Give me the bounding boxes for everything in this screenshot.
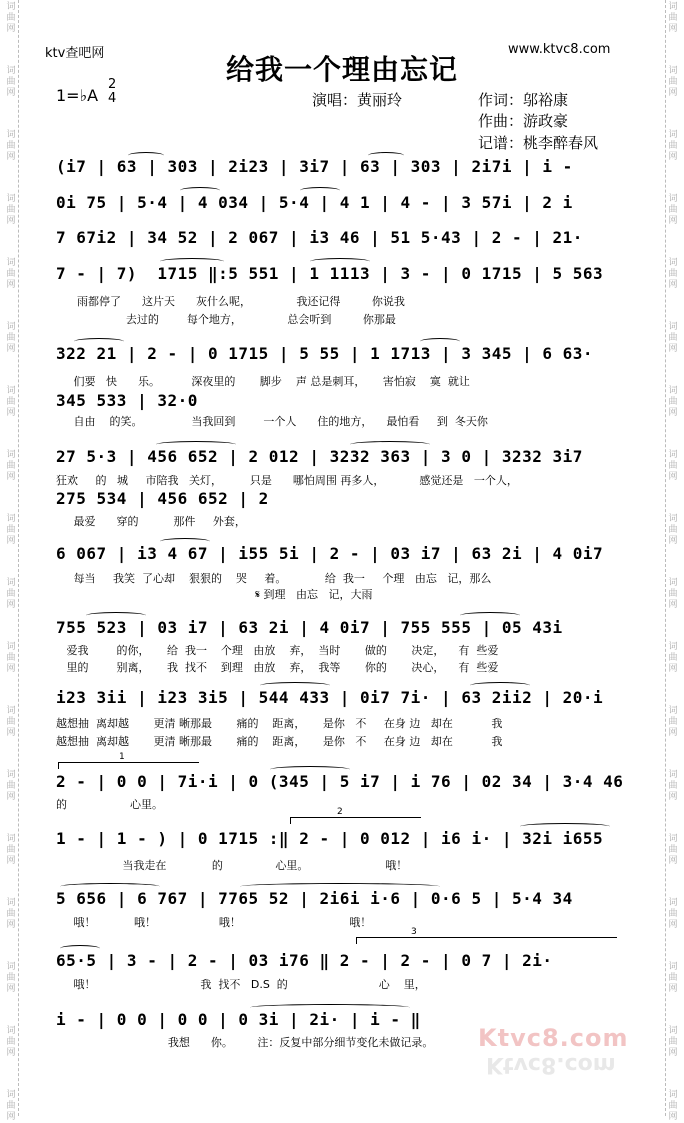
side-watermark-text: 词 曲 网 [668, 258, 678, 290]
lyric-line: 爱我 的你， 给 我一 个理 由放 弃， 当时 做的 决定， 有 些爱 [56, 644, 499, 657]
side-watermark-text: 词 曲 网 [6, 258, 16, 290]
side-watermark-text: 词 曲 网 [668, 450, 678, 482]
notation-row: 5 656 | 6 767 | 7765 52 | 2i6i i·6 | 0·6 5 | 5·4 34 [56, 889, 573, 908]
side-watermark-text: 词 曲 网 [6, 386, 16, 418]
song-title: 给我一个理由忘记 [225, 53, 458, 86]
lyric-line: 每当 我笑 了心却 狠狠的 哭 着。 给 我一 个理 由忘 记，那么 [56, 572, 492, 585]
side-watermark-text: 词 曲 网 [6, 322, 16, 354]
lyric-line: 当我走在 的 心里。 哦！ [56, 859, 408, 872]
side-watermark-text: 词 曲 网 [668, 2, 678, 34]
notation-row: i23 3ii | i23 3i5 | 544 433 | 0i7 7i· | 63 2ii2 | 20·i [56, 688, 604, 707]
slur-arc [470, 682, 530, 689]
side-watermark-text: 词 曲 网 [6, 2, 16, 34]
slur-arc [128, 152, 164, 159]
slur-arc [520, 823, 610, 830]
side-watermark-text: 词 曲 网 [668, 1026, 678, 1058]
lyric-line: 哦！ 我 找不 D.S 的 心 里， [56, 978, 426, 991]
notation-row: 27 5·3 | 456 652 | 2 012 | 3232 363 | 3 0 | 3232 3i7 [56, 447, 583, 466]
notation-row: 755 523 | 03 i7 | 63 2i | 4 0i7 | 755 555 | 05 43i [56, 618, 563, 637]
site-name-left: ktv查吧网 [45, 46, 105, 61]
slur-arc [250, 1004, 410, 1011]
slur-arc [74, 338, 124, 345]
notation-row: 2 - | 0 0 | 7i·i | 0 (345 | 5 i7 | i 76 | 02 34 | 3·4 46 [56, 772, 624, 791]
side-watermark-text: 词 曲 网 [6, 194, 16, 226]
volta-number: 3 [411, 927, 417, 937]
lyric-line: 们要 快 乐。 深夜里的 脚步 声 总是刺耳， 害怕寂 寞 就让 [56, 375, 470, 388]
volta-number: 2 [337, 807, 343, 817]
notation-row: 322 21 | 2 - | 0 1715 | 5 55 | 1 1713 | 3 345 | 6 63· [56, 344, 594, 363]
notation-row: 275 534 | 456 652 | 2 [56, 489, 269, 508]
lyric-line: 越想抽 离却越 更清 晰那最 痛的 距离， 是你 不 在身 边 却在 我 [56, 735, 503, 748]
side-watermark-text: 词 曲 网 [6, 130, 16, 162]
side-watermark-text: 词 曲 网 [668, 386, 678, 418]
volta-bracket-1 [58, 752, 199, 769]
side-watermark-text: 词 曲 网 [6, 1026, 16, 1058]
lyric-line: 𝄋 到理 由忘 记，大雨 [56, 588, 373, 601]
slur-arc [60, 945, 100, 952]
lyric-line: 的 心里。 [56, 798, 163, 811]
notation-row: 1 - | 1 - ) | 0 1715 :‖ 2 - | 0 012 | i6 i· | 32i i655 [56, 829, 604, 848]
side-watermark-text: 词 曲 网 [6, 578, 16, 610]
notation-row: (i7 | 63 | 303 | 2i23 | 3i7 | 63 | 303 | 2i7i | i - [56, 157, 573, 176]
side-watermark-text: 词 曲 网 [6, 834, 16, 866]
site-url: www.ktvc8.com [508, 42, 611, 57]
side-watermark-text: 词 曲 网 [668, 514, 678, 546]
side-watermark-text: 词 曲 网 [668, 322, 678, 354]
notation-row: 7 67i2 | 34 52 | 2 067 | i3 46 | 51 5·43 | 2 - | 21· [56, 228, 583, 247]
slur-arc [300, 187, 340, 194]
slur-arc [420, 338, 460, 345]
key-signature: 1=♭A [56, 86, 99, 105]
notation-row: 6 067 | i3 4 67 | i55 5i | 2 - | 03 i7 | 63 2i | 4 0i7 [56, 544, 604, 563]
side-watermark-text: 词 曲 网 [668, 130, 678, 162]
side-watermark-text: 词 曲 网 [668, 834, 678, 866]
lyric-line: 雨都停了 这片天 灰什么呢， 我还记得 你说我 [56, 295, 405, 308]
side-watermark-text: 词 曲 网 [6, 898, 16, 930]
side-watermark-text: 词 曲 网 [668, 706, 678, 738]
left-margin-strip [4, 0, 19, 1122]
lyric-line: 狂欢 的 城 市陪我 关灯， 只是 哪怕周围 再多人， 感觉还是 一个人， [56, 474, 518, 487]
notation-row: i - | 0 0 | 0 0 | 0 3i | 2i· | i - ‖ [56, 1010, 421, 1029]
side-watermark-text: 词 曲 网 [6, 450, 16, 482]
slur-arc [156, 441, 236, 448]
notation-row: 65·5 | 3 - | 2 - | 03 i76 ‖ 2 - | 2 - | 0 7 | 2i· [56, 951, 553, 970]
slur-arc [60, 883, 160, 890]
volta-bracket-3 [356, 927, 617, 944]
slur-arc [270, 766, 350, 773]
slur-arc [368, 152, 404, 159]
singer-credit: 演唱：黄丽玲 [312, 91, 403, 109]
lyric-line: 越想抽 离却越 更清 晰那最 痛的 距离， 是你 不 在身 边 却在 我 [56, 717, 503, 730]
volta-number: 1 [119, 752, 125, 762]
slur-arc [240, 883, 440, 890]
slur-arc [160, 538, 210, 545]
right-margin-strip [665, 0, 680, 1122]
time-signature-text: 2 4 [108, 77, 117, 106]
notation-row: 0i 75 | 5·4 | 4 034 | 5·4 | 4 1 | 4 - | 3 57i | 2 i [56, 193, 573, 212]
lyric-line: 最爱 穿的 那件 外套， [56, 515, 246, 528]
side-watermark-text: 词 曲 网 [668, 578, 678, 610]
lyric-line: 去过的 每个地方， 总会听到 你那最 [56, 313, 396, 326]
lyricist-credit: 作词：邬裕康 [478, 91, 569, 109]
watermark-shadow: Ktvc8.com [486, 1052, 616, 1077]
lyric-line: 哦！ 哦！ 哦！ 哦！ [56, 916, 372, 929]
slur-arc [160, 258, 224, 265]
volta-bracket-2 [290, 807, 421, 824]
slur-arc [460, 612, 520, 619]
time-signature [108, 78, 116, 106]
side-watermark-text: 词 曲 网 [668, 770, 678, 802]
watermark-logo: Ktvc8.com [478, 1024, 629, 1052]
side-watermark-text: 词 曲 网 [668, 194, 678, 226]
notation-row: 345 533 | 32·0 [56, 391, 198, 410]
composer-credit: 作曲：游政豪 [478, 112, 569, 130]
side-watermark-text: 词 曲 网 [668, 962, 678, 994]
slur-arc [260, 682, 330, 689]
slur-arc [86, 612, 146, 619]
lyric-line: 里的 别离， 我 找不 到理 由放 弃， 我等 你的 决心， 有 些爱 [56, 661, 499, 674]
notation-row: 7 - | 7) 1715 ‖:5 551 | 1 1113 | 3 - | 0 1715 | 5 563 [56, 264, 604, 283]
side-watermark-text: 词 曲 网 [668, 642, 678, 674]
transcriber-credit: 记谱：桃李醉春风 [478, 134, 599, 152]
side-watermark-text: 词 曲 网 [6, 706, 16, 738]
side-watermark-text: 词 曲 网 [6, 66, 16, 98]
slur-arc [350, 441, 430, 448]
slur-arc [310, 258, 370, 265]
lyric-line: 我想 你。 注：反复中部分细节变化未做记录。 [56, 1036, 434, 1049]
side-watermark-text: 词 曲 网 [6, 1090, 16, 1122]
slur-arc [180, 187, 220, 194]
side-watermark-text: 词 曲 网 [668, 66, 678, 98]
lyric-line: 自由 的笑。 当我回到 一个人 住的地方， 最怕看 到 冬天你 [56, 415, 488, 428]
side-watermark-text: 词 曲 网 [6, 962, 16, 994]
side-watermark-text: 词 曲 网 [668, 898, 678, 930]
side-watermark-text: 词 曲 网 [6, 642, 16, 674]
side-watermark-text: 词 曲 网 [668, 1090, 678, 1122]
side-watermark-text: 词 曲 网 [6, 514, 16, 546]
side-watermark-text: 词 曲 网 [6, 770, 16, 802]
